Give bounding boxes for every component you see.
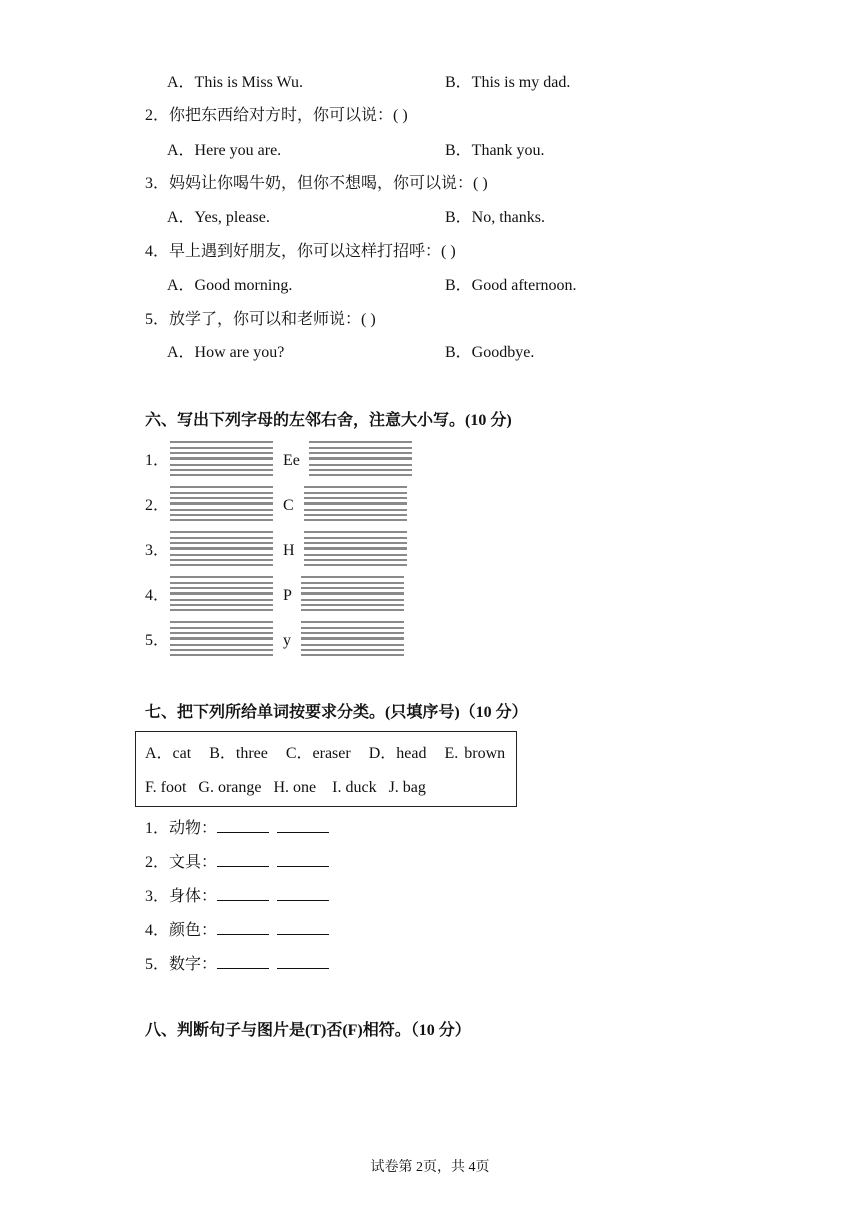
answer-blank[interactable] xyxy=(277,818,329,833)
writing-lines-left[interactable] xyxy=(170,576,273,594)
answer-blank[interactable] xyxy=(217,852,269,867)
item-number: 3． xyxy=(145,542,170,559)
section-8-heading: 八、判断句子与图片是(T)否(F)相符。（10 分） xyxy=(145,1022,471,1039)
category-label: 2．文具： xyxy=(145,854,218,871)
q1-option-a: A．This is Miss Wu. xyxy=(167,74,303,91)
option-a: A．Good morning. xyxy=(167,277,293,294)
writing-lines-right[interactable] xyxy=(304,486,407,504)
word-bank-line-2: F. foot G. orange H. one I. duck J. bag xyxy=(145,779,426,796)
item-number: 1． xyxy=(145,452,170,469)
writing-lines-left-lower[interactable] xyxy=(170,548,273,566)
answer-blank[interactable] xyxy=(217,920,269,935)
question-stem: 4．早上遇到好朋友，你可以这样打招呼：( ) xyxy=(145,243,456,260)
category-label: 4．颜色： xyxy=(145,922,218,939)
given-letter: P xyxy=(283,587,292,604)
answer-blank[interactable] xyxy=(217,886,269,901)
given-letter: Ee xyxy=(283,452,300,469)
category-label: 3．身体： xyxy=(145,888,218,905)
writing-lines-right-lower[interactable] xyxy=(304,503,407,521)
item-number: 5． xyxy=(145,632,170,649)
writing-lines-left-lower[interactable] xyxy=(170,593,273,611)
writing-lines-right-lower[interactable] xyxy=(309,458,412,476)
word-bank-line-1: A．cat B．three C．eraser D．head E. brown xyxy=(145,745,506,762)
writing-lines-left[interactable] xyxy=(170,531,273,549)
answer-blank[interactable] xyxy=(277,920,329,935)
answer-blank[interactable] xyxy=(217,954,269,969)
given-letter: y xyxy=(283,632,291,649)
question-stem: 2．你把东西给对方时，你可以说：( ) xyxy=(145,107,408,124)
category-label: 5．数字： xyxy=(145,956,218,973)
writing-lines-left[interactable] xyxy=(170,441,273,459)
writing-lines-right-lower[interactable] xyxy=(301,638,404,656)
writing-lines-left-lower[interactable] xyxy=(170,638,273,656)
given-letter: C xyxy=(283,497,294,514)
category-label: 1．动物： xyxy=(145,820,218,837)
writing-lines-left[interactable] xyxy=(170,621,273,639)
question-stem: 3．妈妈让你喝牛奶，但你不想喝，你可以说：( ) xyxy=(145,175,488,192)
answer-blank[interactable] xyxy=(277,852,329,867)
item-number: 2． xyxy=(145,497,170,514)
answer-blank[interactable] xyxy=(277,886,329,901)
item-number: 4． xyxy=(145,587,170,604)
category-row xyxy=(145,818,329,839)
q1-option-b: B．This is my dad. xyxy=(445,74,571,91)
writing-lines-right[interactable] xyxy=(309,441,412,459)
writing-lines-right[interactable] xyxy=(301,576,404,594)
answer-blank[interactable] xyxy=(217,818,269,833)
section-6-heading: 六、写出下列字母的左邻右舍，注意大小写。(10 分) xyxy=(145,412,512,429)
category-row xyxy=(145,954,329,975)
option-a: A．Yes, please. xyxy=(167,209,270,226)
writing-lines-left-lower[interactable] xyxy=(170,458,273,476)
category-row xyxy=(145,920,329,941)
section-7-heading: 七、把下列所给单词按要求分类。(只填序号)（10 分） xyxy=(145,704,528,721)
option-b: B．Thank you. xyxy=(445,142,545,159)
writing-lines-left[interactable] xyxy=(170,486,273,504)
question-stem: 5．放学了，你可以和老师说：( ) xyxy=(145,311,376,328)
option-b: B．Good afternoon. xyxy=(445,277,577,294)
answer-blank[interactable] xyxy=(277,954,329,969)
writing-lines-right[interactable] xyxy=(301,621,404,639)
page-footer: 试卷第 2页，共 4页 xyxy=(370,1160,490,1175)
writing-lines-right-lower[interactable] xyxy=(301,593,404,611)
category-row xyxy=(145,886,329,907)
option-a: A．How are you? xyxy=(167,344,285,361)
writing-lines-left-lower[interactable] xyxy=(170,503,273,521)
option-b: B．Goodbye. xyxy=(445,344,535,361)
category-row xyxy=(145,852,329,873)
writing-lines-right[interactable] xyxy=(304,531,407,549)
option-b: B．No, thanks. xyxy=(445,209,546,226)
given-letter: H xyxy=(283,542,295,559)
option-a: A．Here you are. xyxy=(167,142,282,159)
writing-lines-right-lower[interactable] xyxy=(304,548,407,566)
